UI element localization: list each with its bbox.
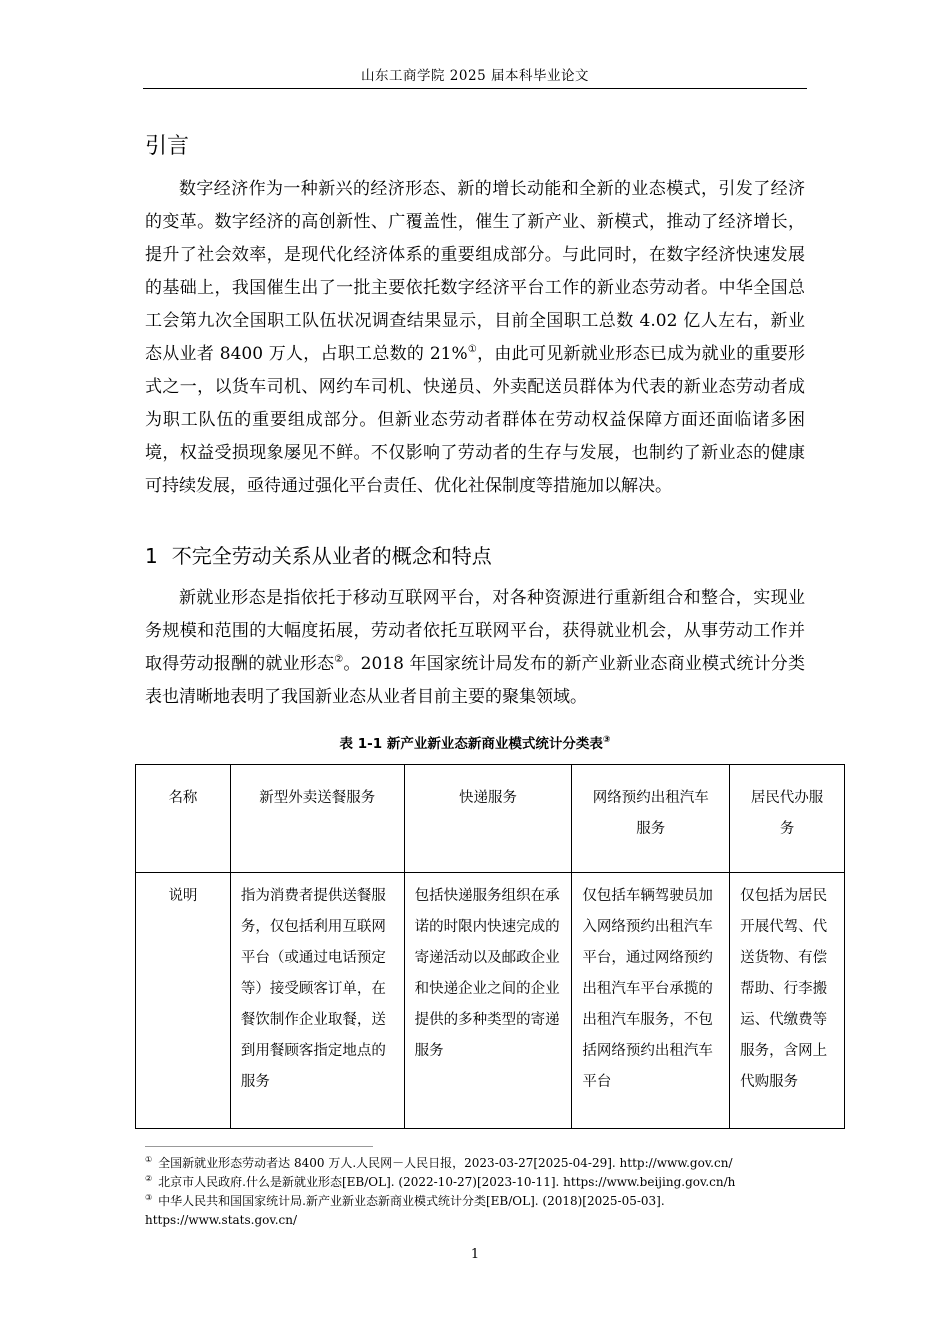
- intro-text-part2: ，由此可见新就业形态已成为就业的重要形式之一，以货车司机、网约车司机、快递员、外卖配送员群体为代表的新业态劳动者成为职工队伍的重要组成部分。但新业态劳动者群体在劳动权益保障方面还面临诸多困境，权益受损现象屡见不鲜。不仅影响了劳动者的生存与发展，也制约了新业态的健康可持续发展，亟待通过强化平台责任、优化社保制度等措施加以解决。: [145, 344, 806, 496]
- table-cell: [572, 765, 730, 873]
- column-description: 仅包括为居民开展代驾、代送货物、有偿帮助、行李搬运、代缴费等服务，含网上代购服务: [740, 888, 828, 1090]
- section-1-heading: [145, 540, 492, 569]
- classification-table: [135, 764, 845, 1129]
- column-description: 仅包括车辆驾驶员加入网络预约出租汽车平台，通过网络预约出租汽车平台承揽的出租汽车服务，不包括网络预约出租汽车平台: [582, 888, 713, 1090]
- column-description: 包括快递服务组织在承诺的时限内快速完成的寄递活动以及邮政企业和快递企业之间的企业提供的多种类型的寄递服务: [414, 888, 560, 1059]
- footnote-rule: [145, 1146, 373, 1147]
- header-rule: [143, 88, 807, 89]
- footnote-ref-1[interactable]: ①: [467, 344, 478, 355]
- footnote-text: 全国新就业形态劳动者达 8400 万人.人民网－人民日报，2023-03-27[2025-04-29]. http://www.gov.cn/: [158, 1156, 733, 1170]
- table-cell: [136, 873, 231, 1129]
- footnote-text: 中华人民共和国国家统计局.新产业新业态新商业模式统计分类[EB/OL]. (2018)[2025-05-03]. https://www.stats.gov.cn/: [145, 1194, 665, 1227]
- header-label: 名称: [168, 790, 198, 806]
- table-cell: [404, 765, 572, 873]
- intro-paragraph: [145, 173, 805, 503]
- table-cell: [730, 765, 845, 873]
- footnote-3: [145, 1192, 805, 1230]
- footnote-ref-2[interactable]: ②: [334, 654, 344, 665]
- footnote-mark: ②: [145, 1174, 153, 1183]
- section-1-text-part1: 新就业形态是指依托于移动互联网平台，对各种资源进行重新组合和整合，实现业务规模和范围的大幅度拓展，劳动者依托互联网平台，获得就业机会，从事劳动工作并取得劳动报酬的就业形态: [145, 588, 805, 674]
- table-row: [136, 873, 845, 1129]
- footnotes: [145, 1154, 805, 1230]
- table-cell: [136, 765, 231, 873]
- row-label: 说明: [168, 888, 198, 904]
- footnote-2: [145, 1173, 805, 1192]
- footnote-mark: ③: [145, 1193, 153, 1202]
- table-cell: [572, 873, 730, 1129]
- section-1-paragraph: [145, 582, 805, 714]
- table-header-row: [136, 765, 845, 873]
- section-1-title: 不完全劳动关系从业者的概念和特点: [171, 544, 492, 568]
- column-name: 居民代办服务: [750, 790, 824, 837]
- footnote-mark: ①: [145, 1155, 153, 1164]
- table-cell: [230, 873, 404, 1129]
- table-caption-text: 表 1-1 新产业新业态新商业模式统计分类表: [339, 736, 603, 752]
- footnote-1: [145, 1154, 805, 1173]
- page-number: 1: [470, 1247, 480, 1262]
- column-name: 快递服务: [458, 790, 517, 806]
- footnote-ref-3[interactable]: ③: [602, 735, 611, 745]
- column-name: 网络预约出租汽车服务: [592, 790, 709, 837]
- intro-text-part1: 数字经济作为一种新兴的经济形态、新的增长动能和全新的业态模式，引发了经济的变革。数字经济的高创新性、广覆盖性，催生了新产业、新模式，推动了经济增长，提升了社会效率，是现代化经济体系的重要组成部分。与此同时，在数字经济快速发展的基础上，我国催生出了一批主要依托数字经济平台工作的新业态劳动者。中华全国总工会第九次全国职工队伍状况调查结果显示，目前全国职工总数 4.02 亿人左右，新业态从业者 8400 万人，占职工总数的 21%: [145, 179, 805, 364]
- section-1-number: 1: [145, 544, 158, 568]
- table-cell: [230, 765, 404, 873]
- table-cell: [404, 873, 572, 1129]
- footnote-text: 北京市人民政府.什么是新就业形态[EB/OL]. (2022-10-27)[2023-10-11]. https://www.beijing.gov.cn/h: [158, 1175, 736, 1189]
- running-head: 山东工商学院 2025 届本科毕业论文: [361, 68, 589, 84]
- intro-title: 引言: [145, 134, 190, 159]
- column-name: 新型外卖送餐服务: [259, 790, 376, 806]
- column-description: 指为消费者提供送餐服务，仅包括利用互联网平台（或通过电话预定等）接受顾客订单，在餐饮制作企业取餐，送到用餐顾客指定地点的服务: [240, 888, 386, 1090]
- section-1-text-part2: 。2018 年国家统计局发布的新产业新业态商业模式统计分类表也清晰地表明了我国新业态从业者目前主要的聚集领域。: [145, 654, 805, 707]
- table-cell: [730, 873, 845, 1129]
- table-caption: [145, 732, 805, 752]
